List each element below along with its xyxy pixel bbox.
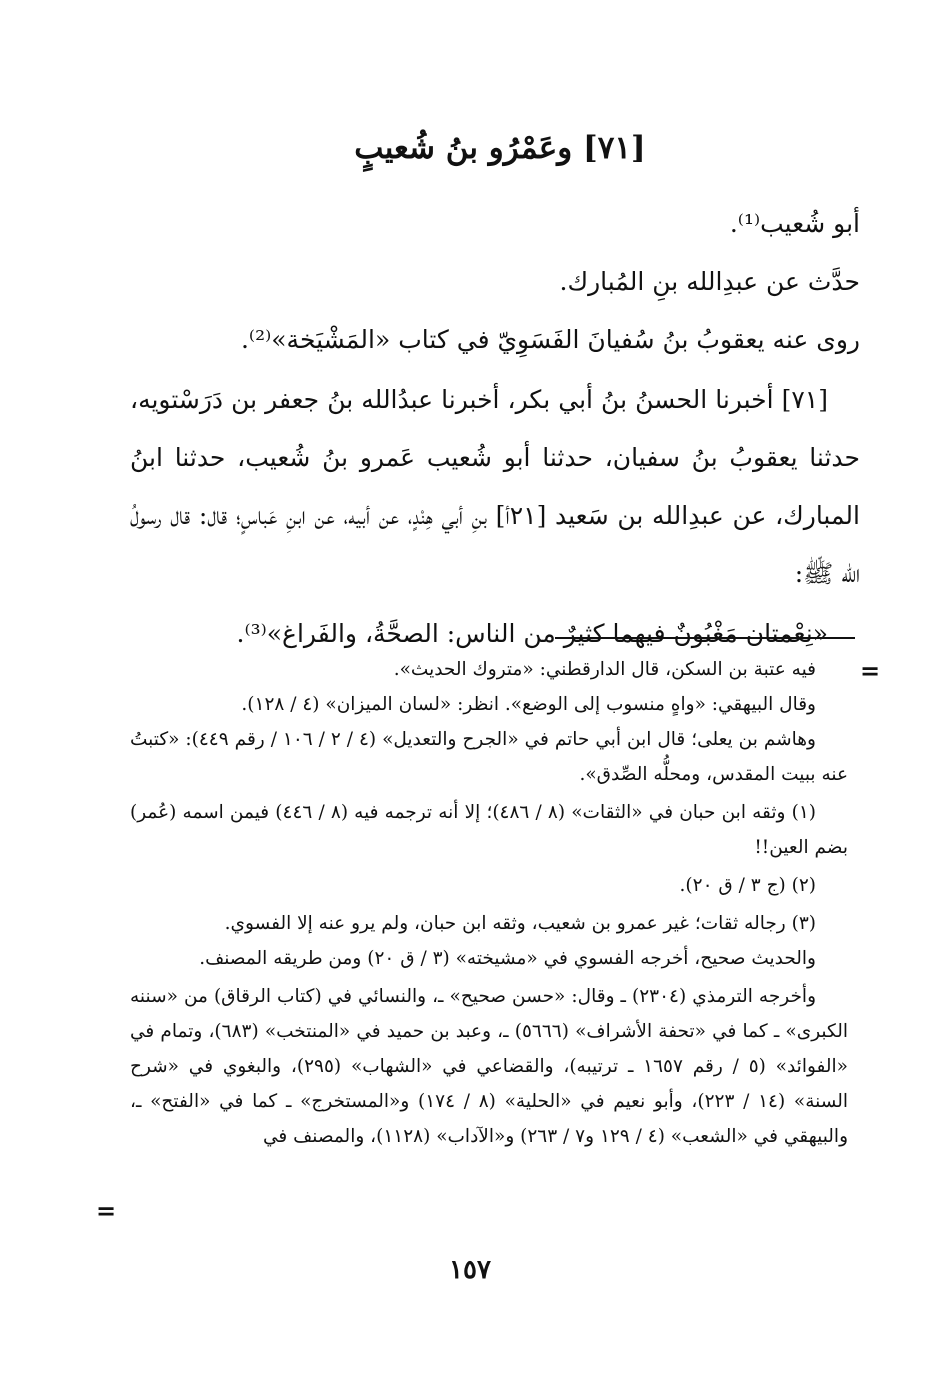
entry-title: [٧١] وعَمْرُو بنُ شُعيبٍ <box>354 130 646 166</box>
continuation-mark-top: = <box>860 656 881 685</box>
footnote-3-sources: وأخرجه الترمذي (٢٣٠٤) ـ وقال: «حسن صحيح» ـ، والنسائي في (كتاب الرقاق) من «سننه الكبرى» ـ كما في «تحفة الأشراف» (٥٦٦٦) ـ، وعبد بن حميد في «المنتخب» (٦٨٣)، وتمام في «الفوائد» (٥ / رقم ١٦٥٧ ـ ترتيبه)، والقضاعي في «الشهاب» (٢٩٥)، والبغوي في «شرح السنة» (١٤ / ٢٢٣)، وأبو نعيم في «الحلية» (٨ / ١٧٤) و«المستخرج» ـ كما في «الفتح» ـ، والبيهقي في «الشعب» (٤ / ١٢٩ و٧ / ٢٦٣) و«الآداب» (١١٢٨)، والمصنف في <box>130 986 849 1147</box>
narrated-by-line: روى عنه يعقوبُ بنُ سُفيانَ الفَسَوِيّ في كتاب «المَشْيَخة»⁽²⁾. <box>240 325 860 354</box>
main-text <box>130 195 860 663</box>
page-number: ١٥٧ <box>449 1255 491 1285</box>
isnad-paragraph: [٧١] أخبرنا الحسنُ بنُ أبي بكر، أخبرنا عبدُالله بنُ جعفر بن دَرَسْتويه، حدثنا يعقوبُ بنُ سفيان، حدثنا أبو شُعيب عَمرو بنُ شُعيب، حدثنا ابنُ المبارك، عن عبدِالله بن سَعيد [٢١أ] بنِ أبي هِنْدٍ، عن أبيه، عن ابنِ عَباسٍ؛ قال: قال رسولُ الله ﷺ: <box>130 385 860 588</box>
kunya-line: أبو شُعيب⁽¹⁾. <box>729 209 860 238</box>
footnote-3-continued: والحديث صحيح، أخرجه الفسوي في «مشيخته» (٣ / ق ٢٠) ومن طريقه المصنف. <box>199 948 816 969</box>
footnote-carry-line: وقال البيهقي: «واهٍ منسوب إلى الوضع». انظر: «لسان الميزان» (٤ / ١٢٨). <box>241 694 816 715</box>
footnote-carry-line: فيه عتبة بن السكن، قال الدارقطني: «متروك الحديث». <box>393 659 816 680</box>
footnotes <box>130 652 848 1154</box>
footnote-carry-line: وهاشم بن يعلى؛ قال ابن أبي حاتم في «الجرح والتعديل» (٤ / ٢ / ١٠٦ / رقم ٤٤٩): «كتبتُ عنه ببيت المقدس، ومحلُّه الصِّدق». <box>130 729 848 785</box>
continuation-mark-bottom: = <box>96 1196 117 1225</box>
footnote-2: (٢) (ج ٣ / ق ٢٠). <box>679 875 816 896</box>
footnote-3: (٣) رجاله ثقات؛ غير عمرو بن شعيب، وثقه ابن حبان، ولم يرو عنه إلا الفسوي. <box>224 913 816 934</box>
footnote-1: (١) وثقه ابن حبان في «الثقات» (٨ / ٤٨٦)؛ إلا أنه ترجمه فيه (٨ / ٤٤٦) فيمن اسمه (عُمر) بضم العين!! <box>130 802 848 858</box>
narrated-from-line: حدَّث عن عبدِالله بنِ المُبارك. <box>559 267 860 296</box>
footnote-separator <box>555 637 855 639</box>
hadith-text: «نِعْمتان مَغْبُونٌ فيهما كثيرٌ من الناس: الصحَّةُ، والفَراغ»⁽³⁾. <box>236 619 828 648</box>
